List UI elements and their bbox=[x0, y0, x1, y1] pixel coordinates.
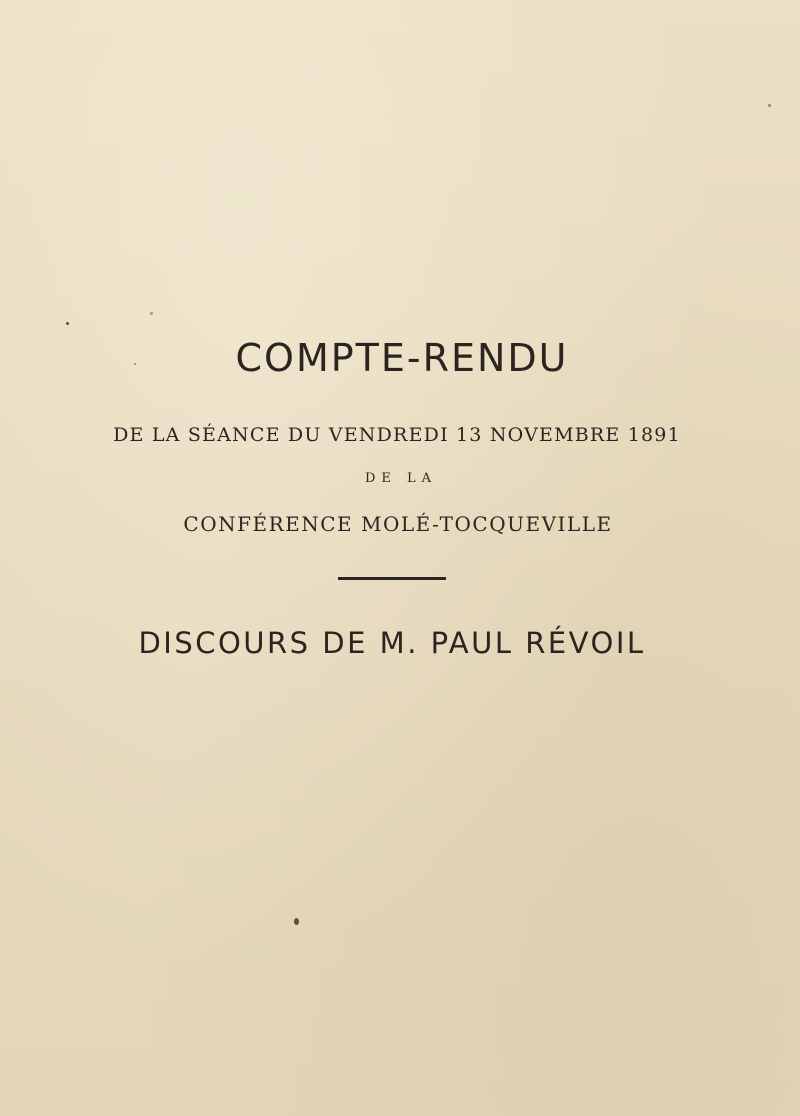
horizontal-rule bbox=[338, 577, 446, 580]
paper-speck bbox=[134, 363, 136, 365]
connector-text: DE LA bbox=[364, 471, 438, 486]
document-title: COMPTE-RENDU bbox=[235, 336, 569, 380]
conference-name: CONFÉRENCE MOLÉ-TOCQUEVILLE bbox=[183, 512, 613, 536]
speech-heading: DISCOURS DE M. PAUL RÉVOIL bbox=[138, 626, 646, 660]
paper-speck bbox=[66, 322, 69, 325]
paper-speck bbox=[294, 918, 299, 925]
paper-speck bbox=[150, 312, 153, 315]
paper-speck bbox=[768, 104, 771, 107]
session-date-line: DE LA SÉANCE DU VENDREDI 13 NOVEMBRE 1891 bbox=[113, 424, 681, 446]
